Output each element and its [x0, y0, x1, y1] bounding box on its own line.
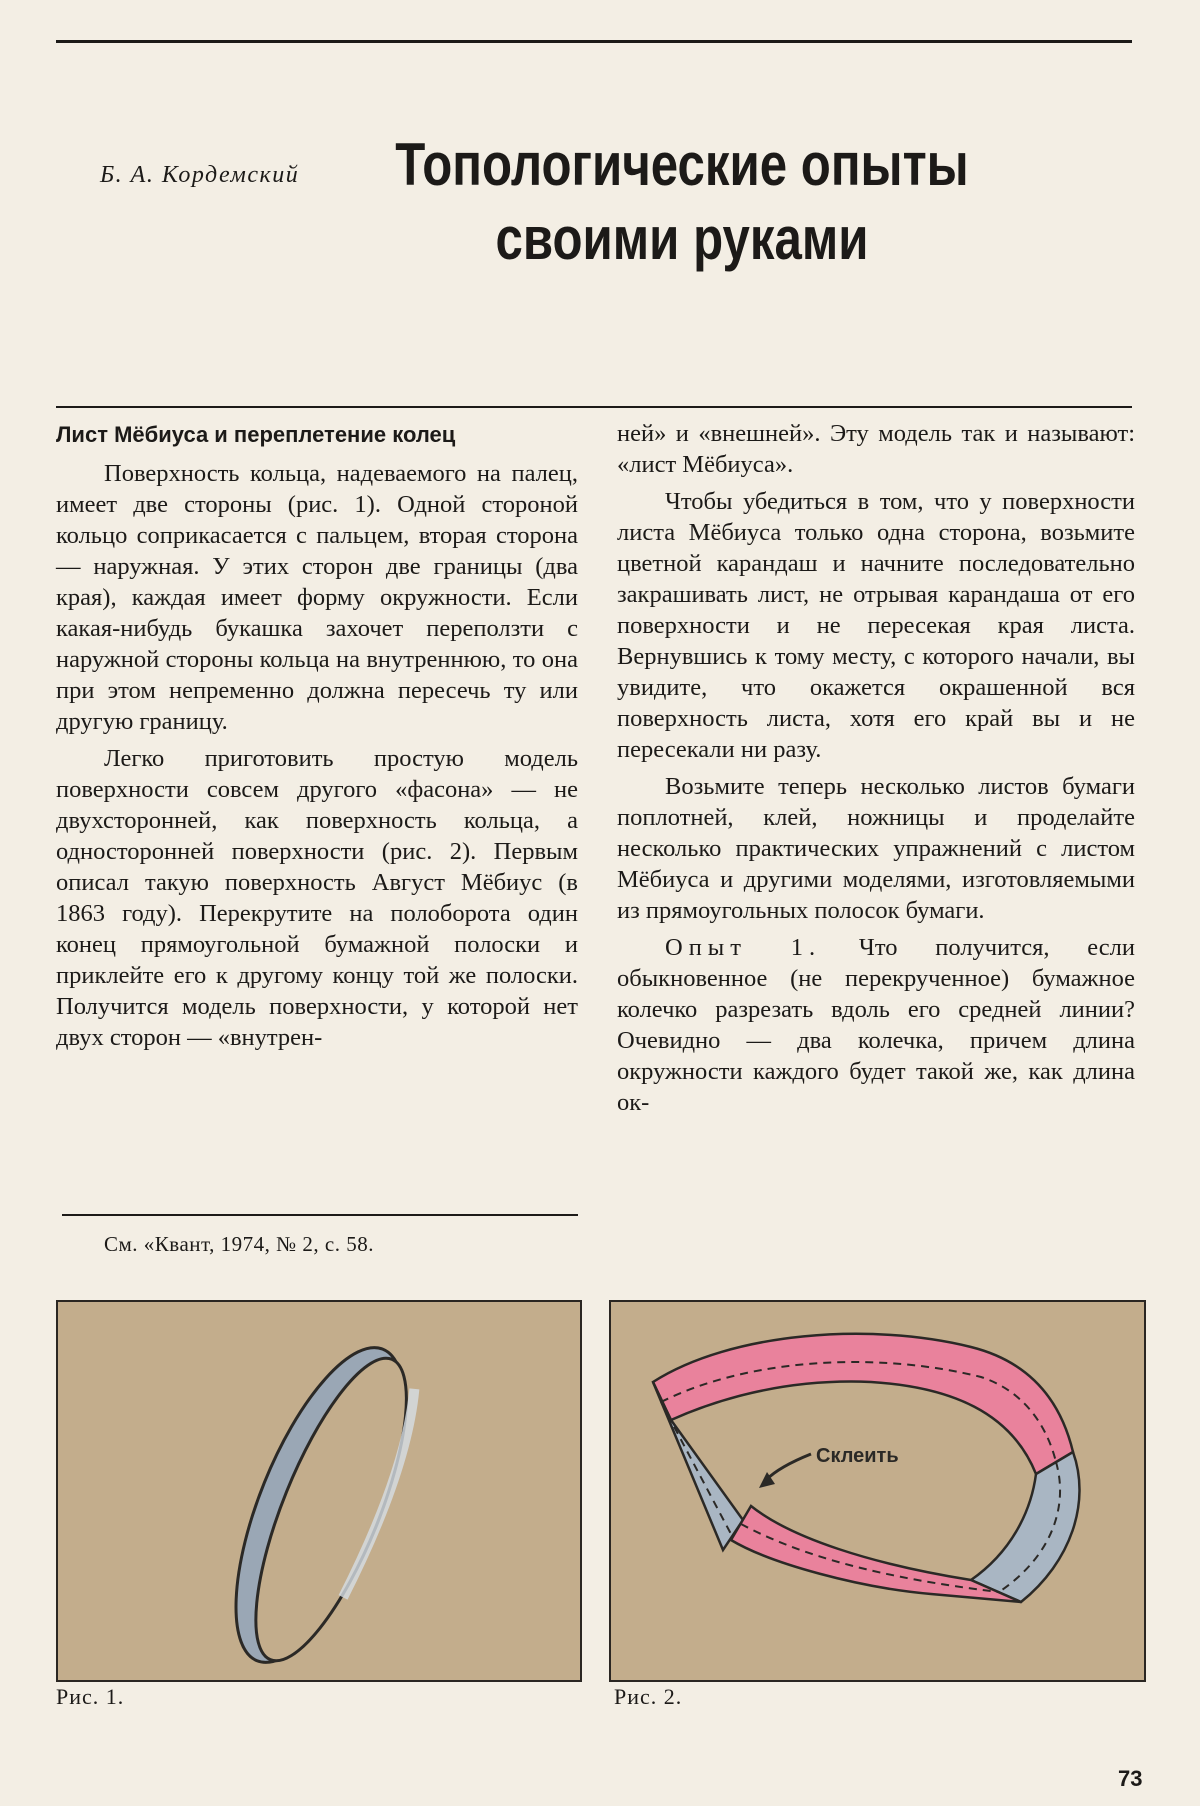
right-paragraph-4: [617, 932, 1135, 1118]
figure-1-caption: Рис. 1.: [56, 1684, 125, 1709]
title-line-1: Топологические опыты: [395, 131, 969, 198]
experiment-text: Что получится, если обыкновенное (не перекрученное) бумажное колечко разрезать вдоль его средней линии? Очевидно — два колечка, причем длина окружности каждого будет такой же, как длина ок-: [617, 934, 1135, 1116]
right-paragraph-3: Возьмите теперь несколько листов бумаги поплотней, клей, ножницы и проделайте несколько практических упражнений с листом Мёбиуса и другими моделями, изготовляемыми из прямоугольных полосок бумаги.: [617, 773, 1135, 924]
section-rule: [56, 406, 1132, 408]
figure-1-ring: [56, 1300, 582, 1682]
left-paragraph-2: Легко приготовить простую модель поверхности совсем другого «фасона» — не двухсторонней, как поверхность кольца, а односторонней поверхности (рис. 2). Первым описал такую поверхность Август Мёбиус (в 1863 году). Перекрутите на полоборота один конец прямоугольной бумажной полоски и приклейте его к другому концу той же полоски. Получится модель поверхности, у которой нет двух сторон — «внутрен-: [56, 745, 578, 1051]
mobius-illustration: [611, 1302, 1144, 1680]
top-rule: [56, 40, 1132, 43]
figure-2-caption: Рис. 2.: [614, 1684, 683, 1709]
figure-2-mobius: [609, 1300, 1146, 1682]
ring-illustration: [58, 1302, 580, 1680]
section-heading: Лист Мёбиуса и переплетение колец: [56, 422, 456, 447]
right-paragraph-2: Чтобы убедиться в том, что у поверхности листа Мёбиуса только одна сторона, возьмите цветной карандаш и начните последовательно закрашивать лист, не отрывая карандаша от его поверхности и не пересекая края листа. Вернувшись к тому месту, с которого начали, вы увидите, что окажется окрашенной вся поверхность листа, хотя его край вы и не пересекали ни разу.: [617, 488, 1135, 763]
right-column: [617, 418, 1135, 1118]
right-paragraph-1: ней» и «внешней». Эту модель так и называют: «лист Мёбиуса».: [617, 420, 1135, 478]
glue-label: Склеить: [816, 1445, 899, 1467]
title-line-2: своими руками: [495, 205, 869, 272]
footnote: См. «Квант, 1974, № 2, с. 58.: [104, 1232, 374, 1256]
left-column: [56, 418, 578, 1053]
left-paragraph-1: Поверхность кольца, надеваемого на палец, имеет две стороны (рис. 1). Одной стороной кольцо соприкасается с пальцем, вторая сторона — наружная. У этих сторон две границы (два края), каждая имеет форму окружности. Если какая-нибудь букашка захочет переползти с наружной стороны кольца на внутреннюю, то она при этом непременно должна пересечь ту или другую границу.: [56, 460, 578, 735]
article-title: [395, 128, 969, 276]
author-name: Б. А. Кордемский: [100, 162, 300, 188]
footnote-rule: [62, 1214, 578, 1216]
page-number: 73: [1118, 1766, 1143, 1791]
experiment-label: Опыт 1.: [665, 934, 822, 961]
